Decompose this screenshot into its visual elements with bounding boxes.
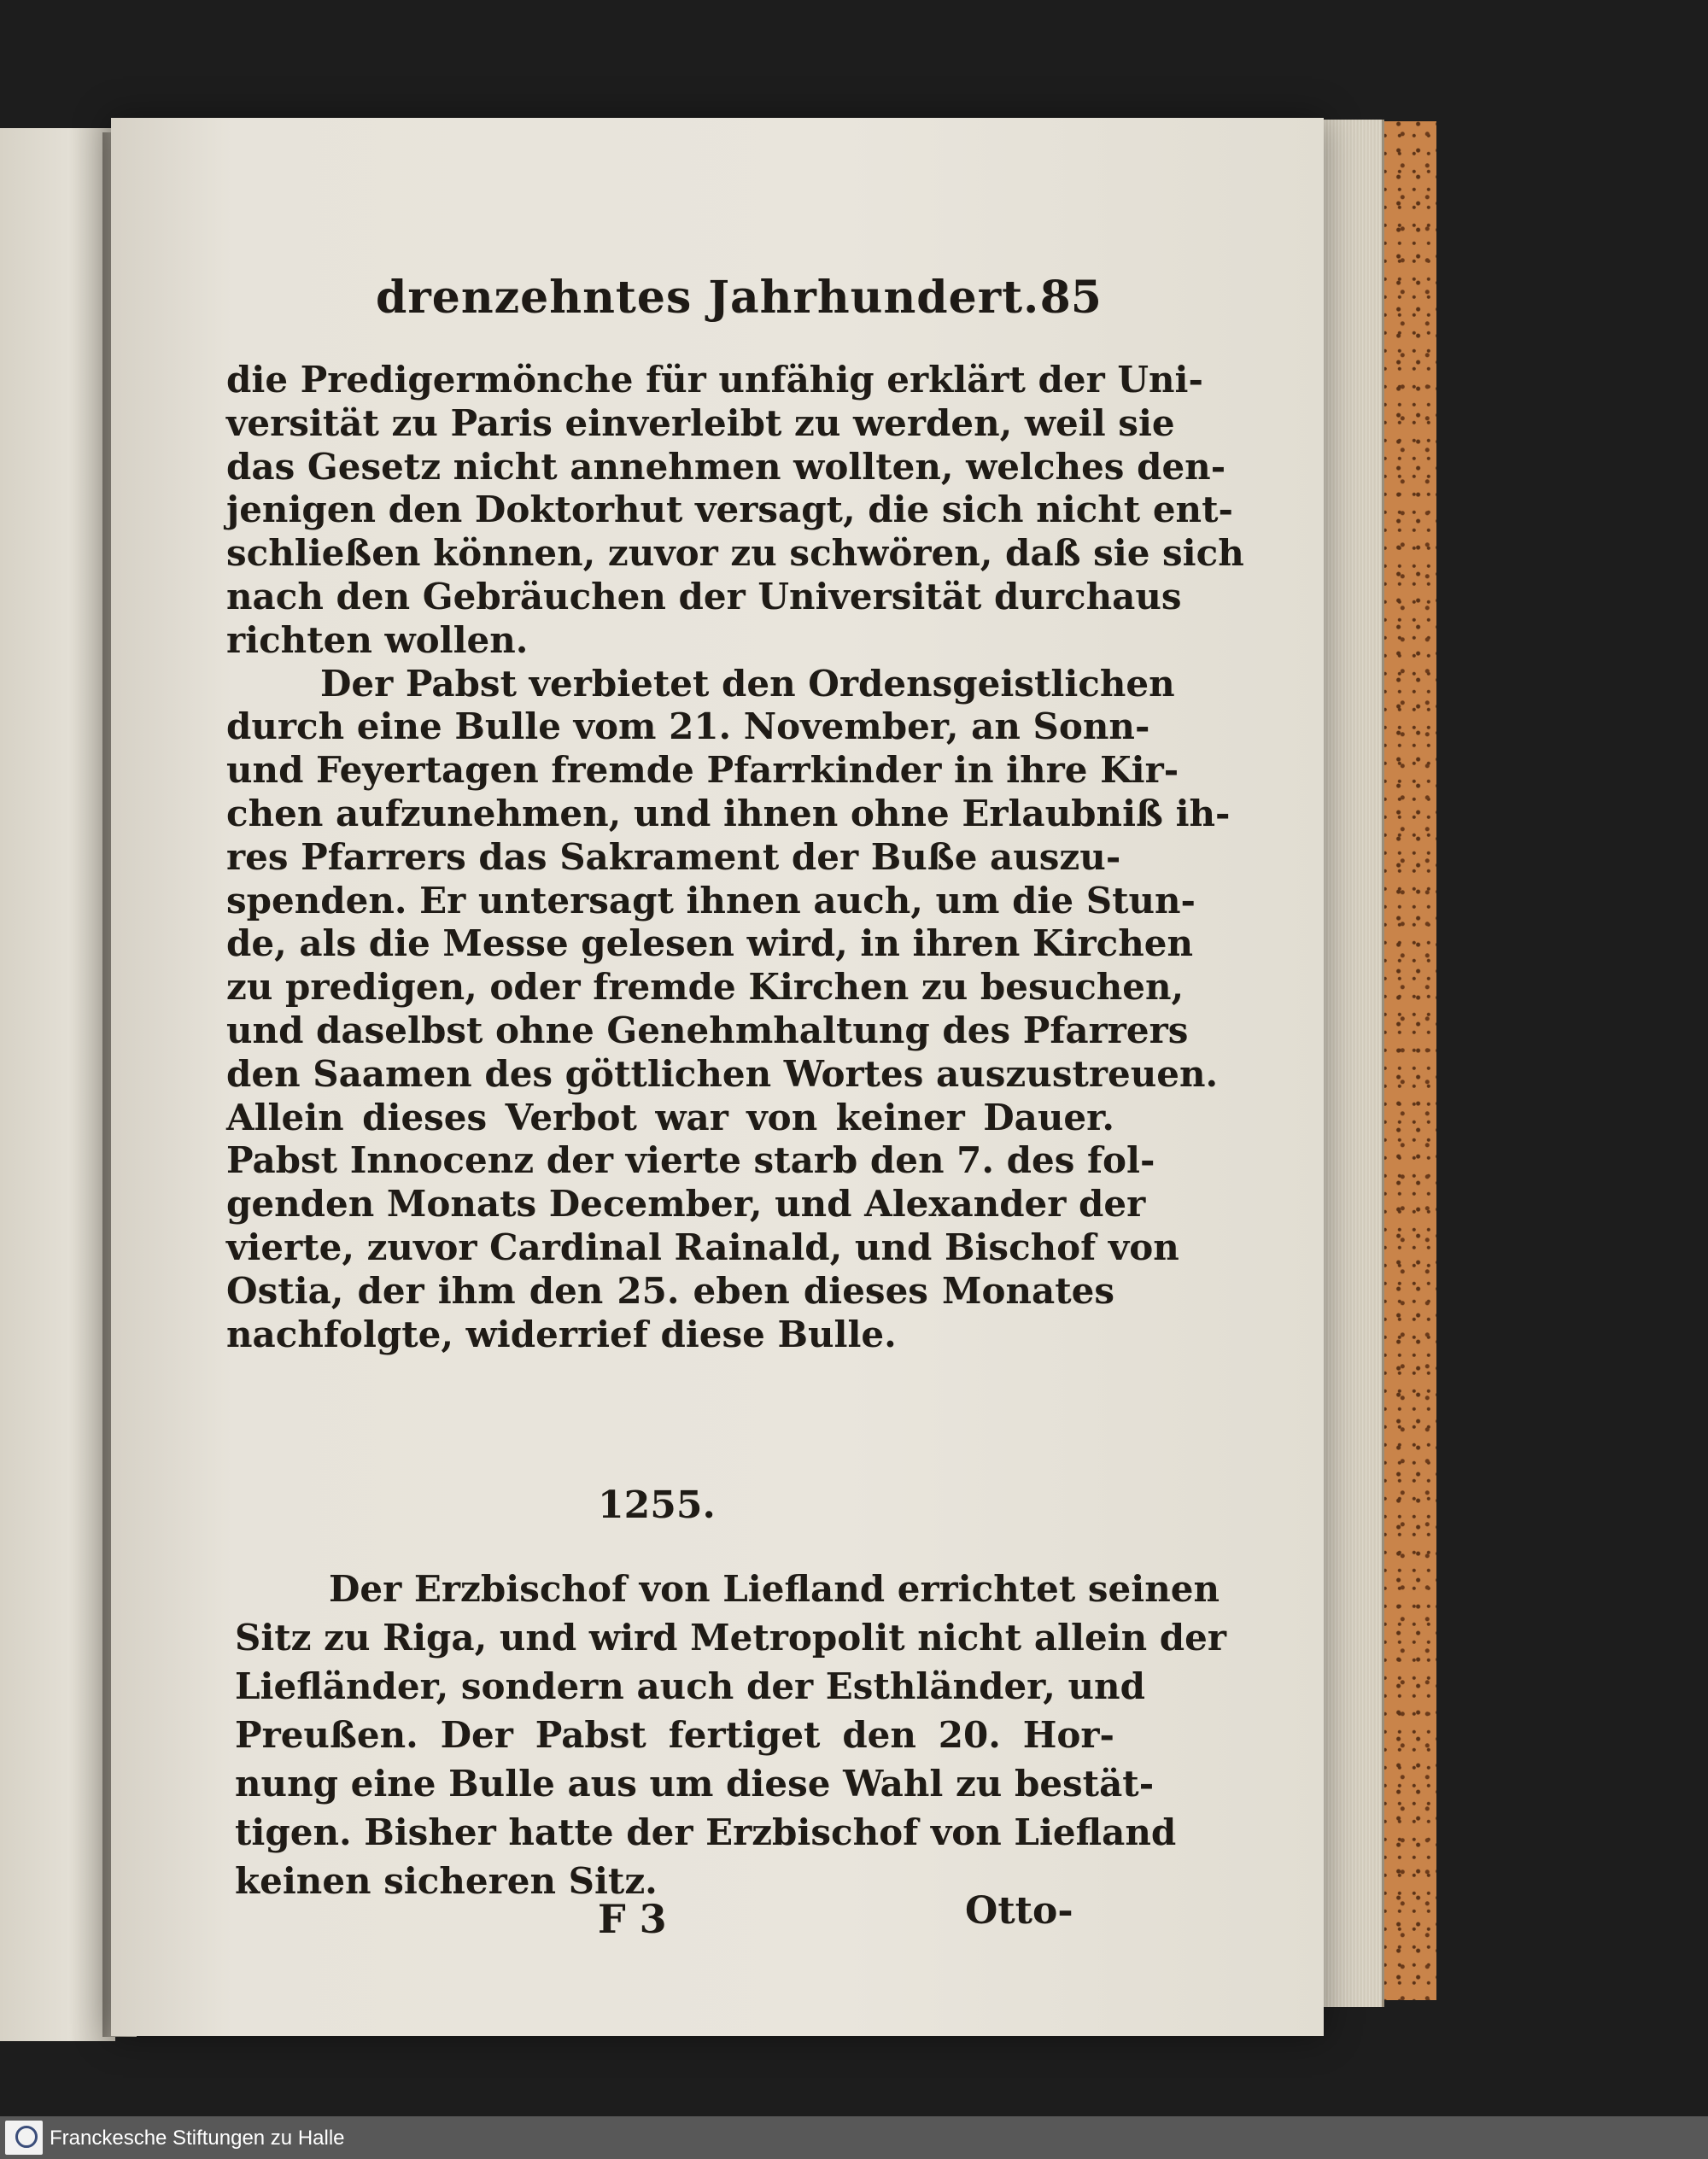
text-line: jenigen den Doktorhut versagt, die sich nicht ent- [226,489,1233,531]
text-line: Preußen. Der Pabst fertiget den 20. Hor- [235,1714,1114,1756]
text-line: durch eine Bulle vom 21. November, an Sonn- [226,705,1150,748]
text-line: Liefländer, sondern auch der Esthländer, und [235,1665,1145,1707]
text-line: Der Erzbischof von Liefland errichtet seinen [329,1568,1220,1610]
text-line: vierte, zuvor Cardinal Rainald, und Bischof von [226,1226,1179,1268]
text-line: Ostia, der ihm den 25. eben dieses Monates [226,1269,1114,1312]
text-line: den Saamen des göttlichen Wortes auszustreuen. [226,1052,1219,1095]
signature-mark: F 3 [598,1896,667,1942]
text-line: zu predigen, oder fremde Kirchen zu besuchen, [226,966,1184,1009]
page-number: 85 [1039,272,1102,324]
text-line: nachfolgte, widerrief diese Bulle. [226,1313,897,1355]
text-line: schließen können, zuvor zu schwören, daß sie sich [226,532,1244,575]
body-text-bottom [235,1565,1227,1905]
text-line: Pabst Innocenz der vierte starb den 7. des fol- [226,1139,1155,1182]
text-line: Allein dieses Verbot war von keiner Dauer. [226,1096,1114,1138]
running-head [256,272,1102,331]
year-heading: 1255. [598,1483,716,1527]
catchword: Otto- [965,1889,1073,1933]
institution-logo-icon [5,2121,43,2155]
running-title: drenzehntes Jahrhundert. [376,272,1040,324]
text-line: keinen sicheren Sitz. [235,1860,658,1902]
text-line: de, als die Messe gelesen wird, in ihren Kirchen [226,922,1193,965]
text-line: chen aufzunehmen, und ihnen ohne Erlaubniß ih- [226,792,1231,834]
text-line: Der Pabst verbietet den Ordensgeistlichen [320,662,1175,705]
left-page-edge [0,128,115,2041]
text-line: nung eine Bulle aus um diese Wahl zu bestät- [235,1763,1155,1805]
paragraph-2 [226,662,1231,1357]
footer-credit: Franckesche Stiftungen zu Halle [50,2127,345,2150]
text-line: res Pfarrers das Sakrament der Buße auszu- [226,835,1121,878]
text-line: richten wollen. [226,618,529,661]
text-line: spenden. Er untersagt ihnen auch, um die Stun- [226,879,1196,922]
text-line: tigen. Bisher hatte der Erzbischof von Liefland [235,1811,1177,1853]
text-line: Sitz zu Riga, und wird Metropolit nicht allein der [235,1617,1227,1659]
text-line: genden Monats December, und Alexander der [226,1183,1146,1226]
paragraph-1 [226,359,1244,663]
text-line: nach den Gebräuchen der Universität durchaus [226,575,1182,617]
text-line: versität zu Paris einverleibt zu werden, weil sie [226,401,1175,444]
text-line: und daselbst ohne Genehmhaltung des Pfarrers [226,1009,1189,1051]
text-line: die Predigermönche für unfähig erklärt der Uni- [226,359,1203,401]
text-line: das Gesetz nicht annehmen wollten, welches den- [226,445,1226,488]
body-text-top [226,359,1244,1356]
text-line: und Feyertagen fremde Pfarrkinder in ihre Kir- [226,749,1179,792]
footer-bar [0,2116,1708,2159]
